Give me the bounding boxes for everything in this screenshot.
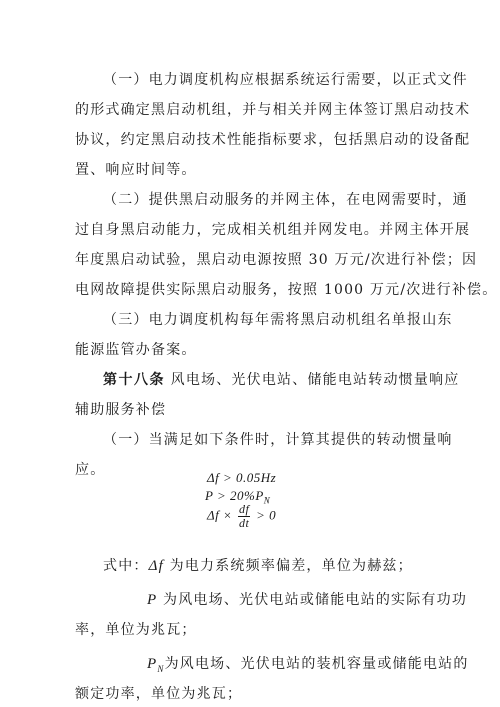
def-p-line2: 率，单位为兆瓦； [75,622,197,638]
para1-line4: 置、响应时间等。 [75,162,197,178]
para1-line3: 协议，约定黑启动技术性能指标要求，包括黑启动的设备配 [75,132,471,148]
para3-line2: 能源监管办备案。 [75,342,197,358]
para4-line1: （一）当满足如下条件时，计算其提供的转动惯量响 [103,432,453,448]
def-delta-f: 式中：Δf 为电力系统频率偏差，单位为赫兹； [103,558,413,574]
fraction-df-dt: $\frac{df}{dt}$ [239,502,250,530]
para2-line4: 电网故障提供实际黑启动服务，按照 1000 万元/次进行补偿。 [75,282,498,298]
para3-line1: （三）电力调度机构每年需将黑启动机组名单报山东 [103,312,453,328]
def-p-line1: P 为风电场、光伏电站或储能电站的实际有功功 [147,592,468,608]
formula-derivative: Δf × $\frac{df}{dt}$ > 0 [207,502,277,530]
para1-line1: （一）电力调度机构应根据系统运行需要，以正式文件 [103,72,468,88]
para2-line3: 年度黑启动试验，黑启动电源按照 30 万元/次进行补偿；因 [75,252,478,268]
para2-line1: （二）提供黑启动服务的并网主体，在电网需要时，通 [103,192,468,208]
article18-heading-line2: 辅助服务补偿 [75,402,167,418]
para4-line2: 应。 [75,462,106,478]
formula-power: $P > 20\%P_N$ [205,488,271,506]
def-pn-line1: $P_N$为风电场、光伏电站的装机容量或储能电站的 [147,656,469,674]
formula-freq-deviation: Δf > 0.05Hz [207,470,277,485]
para1-line2: 的形式确定黑启动机组，并与相关并网主体签订黑启动技术 [75,102,471,118]
para2-line2: 过自身黑启动能力，完成相关机组并网发电。并网主体开展 [75,222,471,238]
article18-heading-line1 [103,369,459,389]
def-pn-line2: 额定功率，单位为兆瓦； [75,686,243,702]
article-title: 风电场、光伏电站、储能电站转动惯量响应 [170,372,460,388]
article-number: 第十八条 [103,372,165,388]
